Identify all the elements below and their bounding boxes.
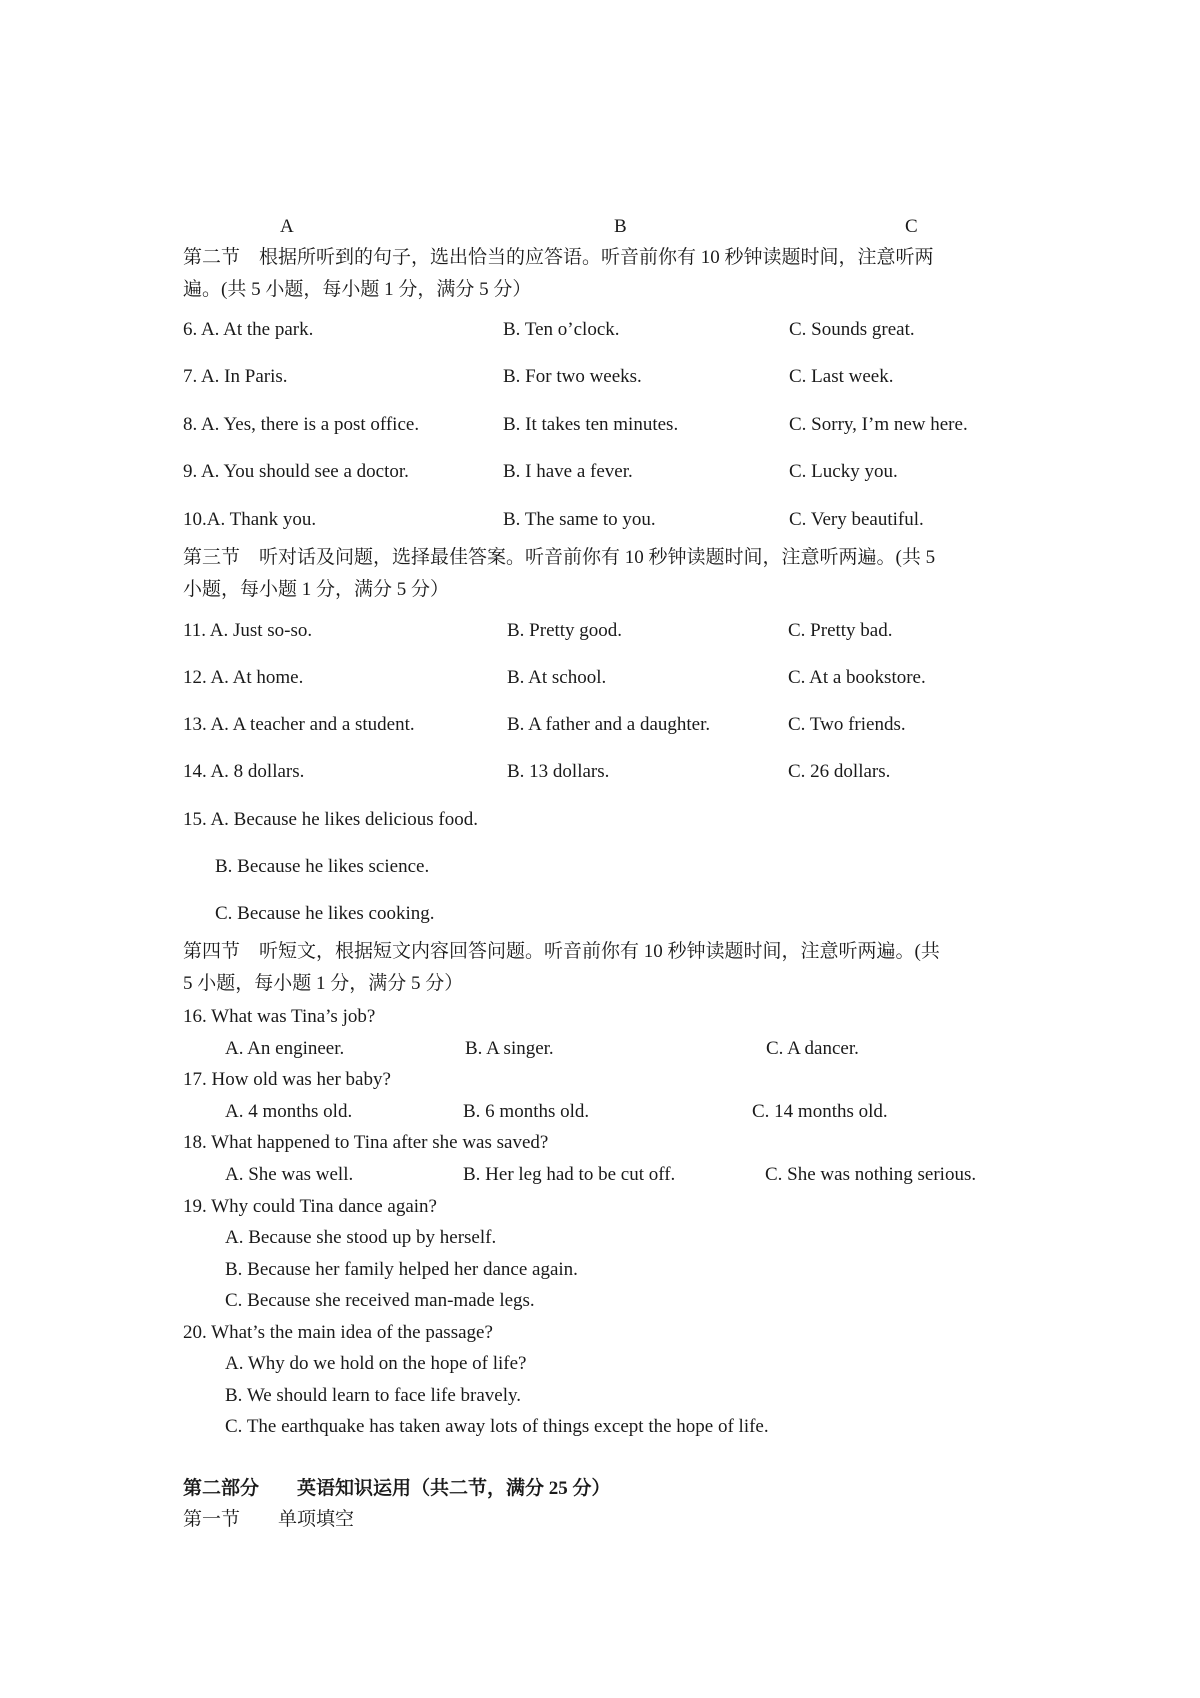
picture-label-b: B — [614, 216, 627, 237]
question-13-option-a: 13. A. A teacher and a student. — [183, 714, 415, 735]
question-16-option-b: B. A singer. — [465, 1038, 554, 1059]
question-18-option-c: C. She was nothing serious. — [765, 1164, 977, 1185]
question-8-option-c: C. Sorry, I’m new here. — [789, 414, 968, 435]
question-17-stem: 17. How old was her baby? — [183, 1069, 391, 1090]
question-9-option-c: C. Lucky you. — [789, 461, 898, 482]
question-20-option-b: B. We should learn to face life bravely. — [225, 1385, 522, 1406]
question-7-option-a: 7. A. In Paris. — [183, 366, 288, 387]
question-17-option-c: C. 14 months old. — [752, 1101, 888, 1122]
section3-instruction-line1: 第三节 听对话及问题，选择最佳答案。听音前你有 10 秒钟读题时间，注意听两遍。(共 5 — [183, 547, 936, 568]
question-20-option-c: C. The earthquake has taken away lots of things except the hope of life. — [225, 1416, 769, 1437]
question-14-option-c: C. 26 dollars. — [788, 761, 891, 782]
picture-label-a: A — [280, 216, 294, 237]
question-15-option-a: 15. A. Because he likes delicious food. — [183, 809, 478, 830]
part2-title: 第二部分 英语知识运用（共二节，满分 25 分） — [183, 1478, 611, 1499]
part2-subsection-title: 第一节 单项填空 — [183, 1509, 355, 1530]
question-7-option-c: C. Last week. — [789, 366, 894, 387]
question-8-option-a: 8. A. Yes, there is a post office. — [183, 414, 420, 435]
question-14-option-b: B. 13 dollars. — [507, 761, 610, 782]
question-13-option-b: B. A father and a daughter. — [507, 714, 711, 735]
question-17-option-b: B. 6 months old. — [463, 1101, 590, 1122]
question-20-option-a: A. Why do we hold on the hope of life? — [225, 1353, 527, 1374]
question-15-option-b: B. Because he likes science. — [215, 856, 430, 877]
section3-instruction-line2: 小题，每小题 1 分，满分 5 分） — [183, 579, 450, 600]
question-6-option-b: B. Ten o’clock. — [503, 319, 620, 340]
question-19-stem: 19. Why could Tina dance again? — [183, 1196, 437, 1217]
question-10-option-b: B. The same to you. — [503, 509, 656, 530]
question-18-stem: 18. What happened to Tina after she was saved? — [183, 1132, 549, 1153]
question-11-option-b: B. Pretty good. — [507, 620, 623, 641]
question-15-option-c: C. Because he likes cooking. — [215, 903, 435, 924]
question-11-option-a: 11. A. Just so-so. — [183, 620, 313, 641]
question-17-option-a: A. 4 months old. — [225, 1101, 353, 1122]
question-7-option-b: B. For two weeks. — [503, 366, 642, 387]
section4-instruction-line1: 第四节 听短文，根据短文内容回答问题。听音前你有 10 秒钟读题时间，注意听两遍。(共 — [183, 941, 940, 962]
question-11-option-c: C. Pretty bad. — [788, 620, 893, 641]
question-12-option-b: B. At school. — [507, 667, 607, 688]
question-13-option-c: C. Two friends. — [788, 714, 906, 735]
question-10-option-c: C. Very beautiful. — [789, 509, 924, 530]
question-6-option-a: 6. A. At the park. — [183, 319, 314, 340]
question-12-option-a: 12. A. At home. — [183, 667, 304, 688]
section2-instruction-line2: 遍。(共 5 小题，每小题 1 分，满分 5 分） — [183, 279, 532, 300]
question-18-option-b: B. Her leg had to be cut off. — [463, 1164, 676, 1185]
question-9-option-a: 9. A. You should see a doctor. — [183, 461, 409, 482]
question-19-option-c: C. Because she received man-made legs. — [225, 1290, 535, 1311]
question-16-option-c: C. A dancer. — [766, 1038, 859, 1059]
question-18-option-a: A. She was well. — [225, 1164, 354, 1185]
section2-instruction-line1: 第二节 根据所听到的句子，选出恰当的应答语。听音前你有 10 秒钟读题时间，注意听两 — [183, 247, 934, 268]
question-14-option-a: 14. A. 8 dollars. — [183, 761, 305, 782]
question-9-option-b: B. I have a fever. — [503, 461, 633, 482]
question-16-stem: 16. What was Tina’s job? — [183, 1006, 376, 1027]
question-20-stem: 20. What’s the main idea of the passage? — [183, 1322, 493, 1343]
question-19-option-b: B. Because her family helped her dance again. — [225, 1259, 578, 1280]
picture-label-c: C — [905, 216, 918, 237]
section4-instruction-line2: 5 小题，每小题 1 分，满分 5 分） — [183, 973, 464, 994]
question-8-option-b: B. It takes ten minutes. — [503, 414, 679, 435]
question-16-option-a: A. An engineer. — [225, 1038, 345, 1059]
question-10-option-a: 10.A. Thank you. — [183, 509, 317, 530]
question-12-option-c: C. At a bookstore. — [788, 667, 926, 688]
question-19-option-a: A. Because she stood up by herself. — [225, 1227, 497, 1248]
question-6-option-c: C. Sounds great. — [789, 319, 915, 340]
